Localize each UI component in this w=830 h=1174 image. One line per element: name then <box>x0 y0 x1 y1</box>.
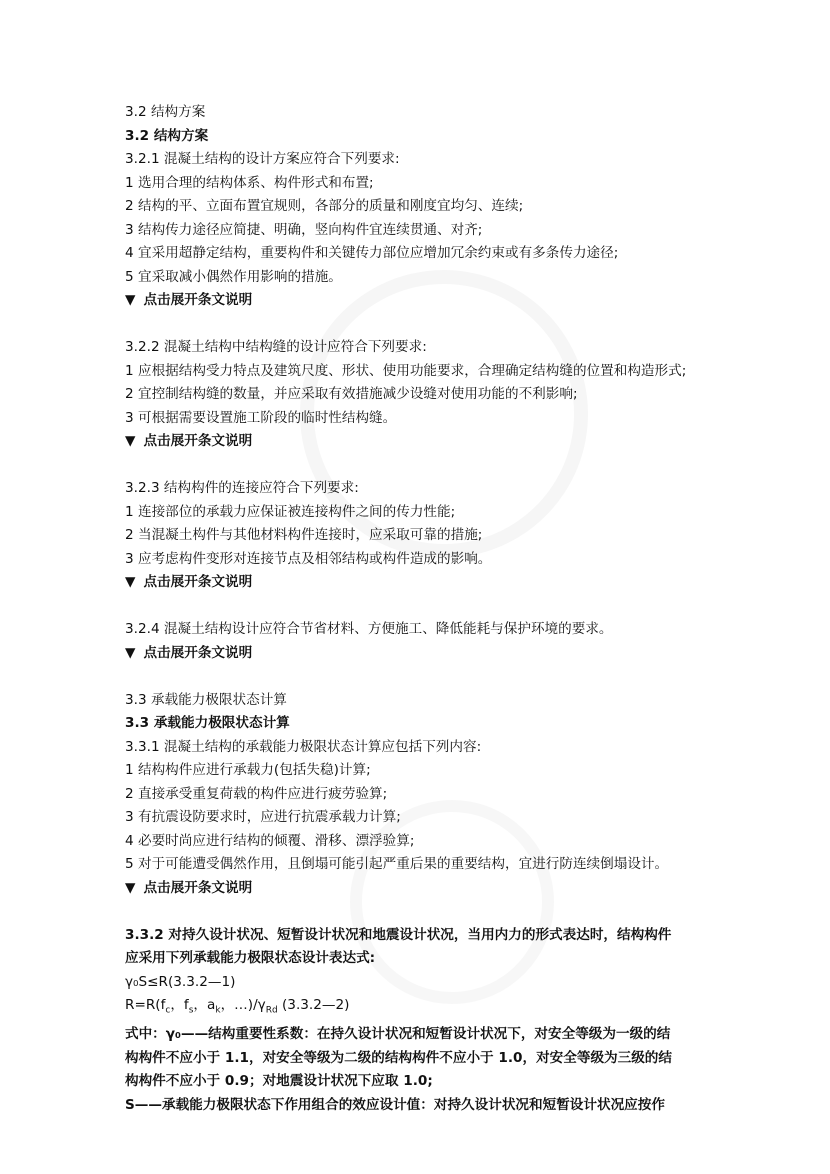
formula-3-3-2-2 <box>125 994 715 1023</box>
clause-intro: 3.2.2 混凝土结构中结构缝的设计应符合下列要求: <box>125 339 427 355</box>
list-item: 5 对于可能遭受偶然作用，且倒塌可能引起严重后果的重要结构，宜进行防连续倒塌设计。 <box>125 856 669 872</box>
section-heading: 3.3 承载能力极限状态计算 <box>125 691 287 708</box>
triangle-down-icon: ▼ <box>125 574 136 590</box>
section-heading: 3.2 结构方案 <box>125 104 206 120</box>
clause-intro: 3.2.3 结构构件的连接应符合下列要求: <box>125 480 359 496</box>
clause-intro: 3.2.1 混凝土结构的设计方案应符合下列要求: <box>125 151 400 167</box>
formula-subscript: k <box>215 1005 221 1016</box>
formula-subscript: s <box>188 1005 194 1016</box>
expand-label: 点击展开条文说明 <box>143 433 253 449</box>
list-item: 1 结构构件应进行承载力(包括失稳)计算; <box>125 762 371 778</box>
list-item: 3 应考虑构件变形对连接节点及相邻结构或构件造成的影响。 <box>125 550 492 567</box>
expand-label: 点击展开条文说明 <box>143 292 253 308</box>
list-item: 3 有抗震设防要求时，应进行抗震承载力计算; <box>125 809 401 825</box>
section-heading-bold: 3.2 结构方案 <box>125 127 209 144</box>
formula-part: ，a <box>193 997 216 1013</box>
expand-label: 点击展开条文说明 <box>143 574 253 590</box>
expand-explanation-link[interactable] <box>125 289 715 313</box>
list-item: 2 宜控制结构缝的数量，并应采取有效措施减少设缝对使用功能的不利影响; <box>125 386 578 402</box>
list-item: 4 宜采用超静定结构，重要构件和关键传力部位应增加冗余约束或有多条传力途径; <box>125 245 619 261</box>
formula-subscript: c <box>165 1005 171 1016</box>
clause-332-intro: 3.3.2 对持久设计状况、短暂设计状况和地震设计状况，当用内力的形式表达时，结构构件 <box>125 926 672 943</box>
expand-label: 点击展开条文说明 <box>143 879 253 896</box>
list-item: 3 结构传力途径应简捷、明确，竖向构件宜连续贯通、对齐; <box>125 221 483 238</box>
list-item: 3 可根据需要设置施工阶段的临时性结构缝。 <box>125 409 397 426</box>
triangle-down-icon: ▼ <box>125 292 136 308</box>
triangle-down-icon: ▼ <box>125 644 136 661</box>
list-item: 2 结构的平、立面布置宜规则，各部分的质量和刚度宜均匀、连续; <box>125 198 524 214</box>
definition-line: S——承载能力极限状态下作用组合的效应设计值：对持久设计状况和短暂设计状况应按作 <box>125 1096 665 1113</box>
triangle-down-icon: ▼ <box>125 433 136 449</box>
definition-line: 构构件不应小于 1.1，对安全等级为二级的结构构件不应小于 1.0，对安全等级为三级的结 <box>125 1049 672 1066</box>
expand-explanation-link[interactable] <box>125 877 715 901</box>
spacer <box>125 665 715 689</box>
list-item: 5 宜采取减小偶然作用影响的措施。 <box>125 268 342 285</box>
list-item: 2 直接承受重复荷载的构件应进行疲劳验算; <box>125 785 388 802</box>
formula-part: (3.3.2—2) <box>277 997 350 1013</box>
expand-explanation-link[interactable] <box>125 430 715 454</box>
expand-label: 点击展开条文说明 <box>143 644 253 661</box>
spacer <box>125 454 715 478</box>
clause-intro: 3.3.1 混凝土结构的承载能力极限状态计算应包括下列内容: <box>125 738 482 755</box>
formula-subscript: Rd <box>265 1005 278 1016</box>
triangle-down-icon: ▼ <box>125 879 136 896</box>
clause-332-intro-cont: 应采用下列承载能力极限状态设计表达式: <box>125 950 376 966</box>
list-item: 1 选用合理的结构体系、构件形式和布置; <box>125 174 374 191</box>
spacer <box>125 900 715 924</box>
expand-explanation-link[interactable] <box>125 642 715 666</box>
section-heading-bold: 3.3 承载能力极限状态计算 <box>125 715 290 731</box>
list-item: 1 连接部位的承载力应保证被连接构件之间的传力性能; <box>125 503 456 520</box>
list-item: 2 当混凝土构件与其他材料构件连接时，应采取可靠的措施; <box>125 527 483 543</box>
spacer <box>125 595 715 619</box>
document-content <box>125 101 715 1117</box>
formula-part: ，f <box>170 997 189 1013</box>
list-item: 1 应根据结构受力特点及建筑尺度、形状、使用功能要求，合理确定结构缝的位置和构造形式; <box>125 362 687 379</box>
definition-line: 构构件不应小于 0.9；对地震设计状况下应取 1.0; <box>125 1073 433 1090</box>
formula-3-3-2-1: γ₀S≤R(3.3.2—1) <box>125 973 236 990</box>
formula-part: ，…)/γ <box>220 997 266 1013</box>
definition-line: 式中：γ₀——结构重要性系数：在持久设计状况和短暂设计状况下，对安全等级为一级的结 <box>125 1026 671 1043</box>
list-item: 4 必要时尚应进行结构的倾覆、滑移、漂浮验算; <box>125 832 415 849</box>
spacer <box>125 313 715 337</box>
clause-intro: 3.2.4 混凝土结构设计应符合节省材料、方便施工、降低能耗与保护环境的要求。 <box>125 621 613 637</box>
expand-explanation-link[interactable] <box>125 571 715 595</box>
formula-part: R=R(f <box>125 997 166 1013</box>
